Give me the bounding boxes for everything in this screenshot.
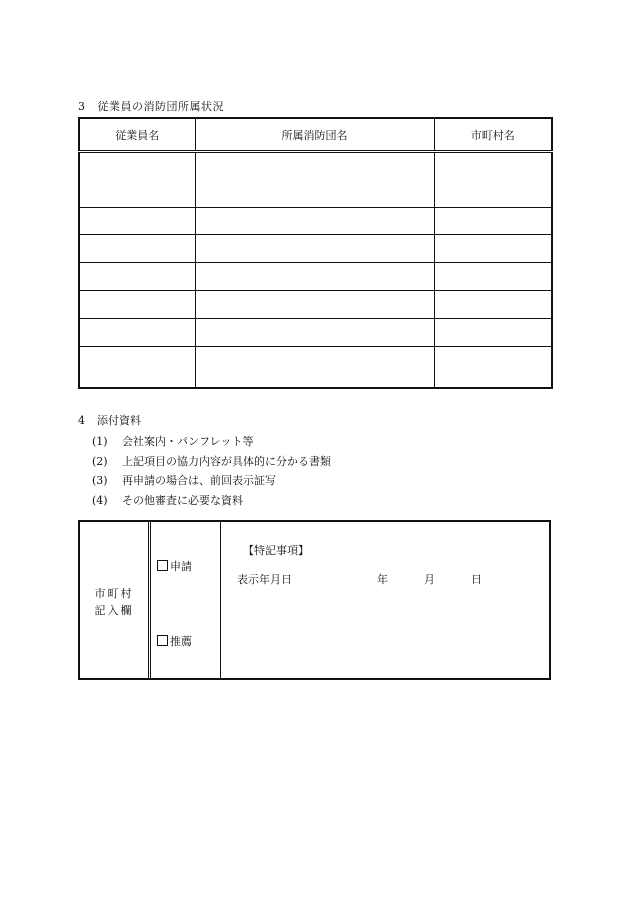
list-item-index: (2): [92, 454, 108, 468]
list-item: [92, 491, 331, 511]
employee-name-cell[interactable]: [79, 235, 195, 263]
table-row: [79, 152, 552, 208]
fire-brigade-cell[interactable]: [195, 235, 434, 263]
fire-brigade-cell[interactable]: [195, 346, 434, 388]
list-item: [92, 452, 331, 472]
display-date-label: 表示年月日: [237, 573, 292, 586]
employee-name-cell[interactable]: [79, 152, 195, 208]
table-row: [79, 263, 552, 291]
fire-brigade-cell[interactable]: [195, 152, 434, 208]
day-label: 日: [471, 573, 482, 586]
municipality-cell[interactable]: [434, 318, 552, 346]
list-item-text: 会社案内・パンフレット等: [122, 435, 254, 448]
section3-title-text: 従業員の消防団所属状況: [97, 100, 224, 113]
section3-title: [78, 98, 224, 114]
table-row: [79, 291, 552, 319]
list-item-index: (1): [92, 435, 108, 448]
list-item-index: (3): [92, 474, 108, 487]
header-fire-brigade-name: 所属消防団名: [195, 118, 434, 152]
list-item-text: 上記項目の協力内容が具体的に分かる書類: [122, 454, 331, 468]
fire-brigade-cell[interactable]: [195, 263, 434, 291]
municipality-entry-box: [78, 520, 551, 680]
apply-checkbox[interactable]: [157, 560, 168, 571]
year-label: 年: [377, 573, 388, 586]
list-item-index: (4): [92, 493, 108, 507]
list-item: [92, 471, 331, 491]
employee-name-cell[interactable]: [79, 291, 195, 319]
employee-name-cell[interactable]: [79, 318, 195, 346]
members-table-header: [79, 118, 552, 152]
table-row: [79, 346, 552, 388]
recommend-label: 推薦: [170, 635, 192, 648]
table-row: [79, 318, 552, 346]
municipality-cell[interactable]: [434, 346, 552, 388]
employee-name-cell[interactable]: [79, 263, 195, 291]
option-column: [151, 522, 221, 678]
list-item: [92, 432, 331, 452]
fire-brigade-cell[interactable]: [195, 207, 434, 235]
employee-name-cell[interactable]: [79, 207, 195, 235]
municipality-cell[interactable]: [434, 263, 552, 291]
employee-name-cell[interactable]: [79, 346, 195, 388]
members-table: [78, 117, 553, 389]
municipality-label-line2: 記入欄: [94, 604, 134, 617]
list-item-text: 再申請の場合は、前回表示証写: [122, 474, 276, 487]
municipality-cell[interactable]: [434, 152, 552, 208]
municipality-entry-label: [80, 585, 148, 619]
municipality-cell[interactable]: [434, 235, 552, 263]
fire-brigade-cell[interactable]: [195, 291, 434, 319]
municipality-label-line1: 市町村: [94, 587, 134, 600]
header-employee-name: 従業員名: [79, 118, 195, 152]
table-row: [79, 207, 552, 235]
municipality-label-column: [80, 522, 151, 678]
table-row: [79, 235, 552, 263]
section4-title: [78, 412, 141, 428]
section3-number: 3: [78, 100, 86, 113]
month-label: 月: [424, 573, 435, 586]
apply-option[interactable]: [157, 558, 192, 574]
section4-number: 4: [78, 414, 85, 427]
recommend-checkbox[interactable]: [157, 635, 168, 646]
header-municipality-name: 市町村名: [434, 118, 552, 152]
special-notes-title: 【特記事項】: [243, 544, 309, 557]
section4-title-text: 添付資料: [97, 414, 141, 427]
fire-brigade-cell[interactable]: [195, 318, 434, 346]
list-item-text: その他審査に必要な資料: [122, 493, 243, 507]
attachment-list: [92, 432, 331, 510]
recommend-option[interactable]: [157, 633, 192, 649]
municipality-cell[interactable]: [434, 207, 552, 235]
municipality-cell[interactable]: [434, 291, 552, 319]
apply-label: 申請: [170, 560, 192, 573]
